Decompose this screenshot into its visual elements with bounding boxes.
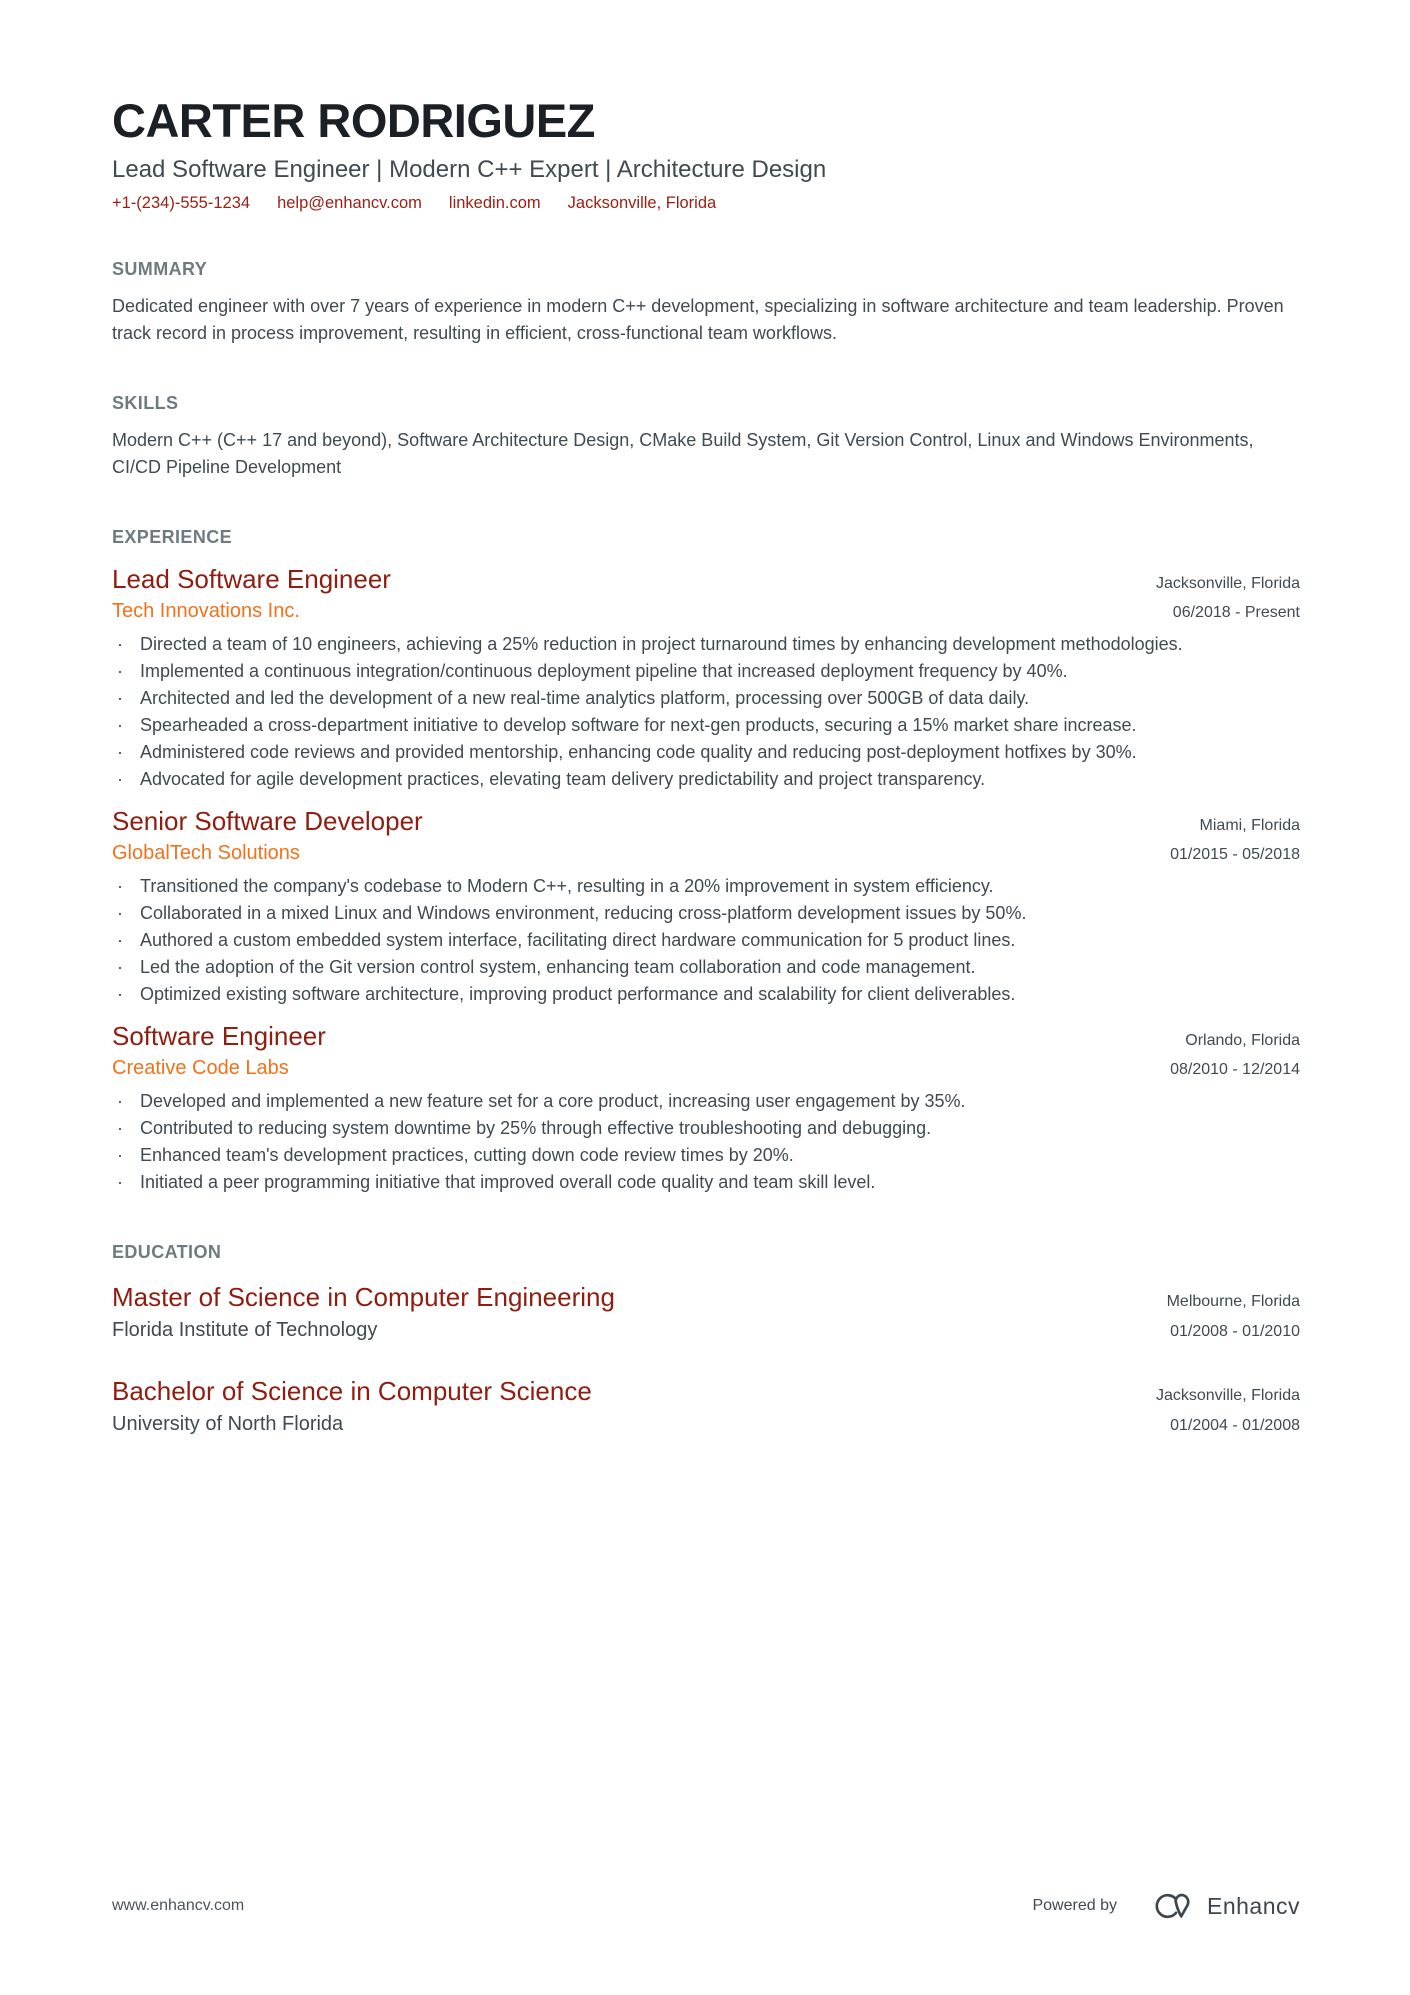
linkedin-link[interactable]: linkedin.com (448, 193, 541, 212)
bullet-item: · Administered code reviews and provided mentorship, enhancing code quality and reducing post-deployment hotfixes by 30%. (112, 739, 1300, 766)
degree-location: Jacksonville, Florida (1155, 1386, 1300, 1404)
degree-title: Master of Science in Computer Engineering (112, 1281, 615, 1312)
job-title: Senior Software Developer (112, 805, 423, 836)
experience-heading: EXPERIENCE (112, 526, 233, 547)
job-title: Lead Software Engineer (112, 563, 391, 594)
skills-heading: SKILLS (112, 392, 179, 413)
skills-text: Modern C++ (C++ 17 and beyond), Software Architecture Design, CMake Build System, Git Version Control, Linux and Windows Environments, CI/CD Pipeline Development (112, 429, 1254, 477)
bullet-item: · Collaborated in a mixed Linux and Windows environment, reducing cross-platform development issues by 50%. (112, 900, 1300, 927)
education-heading: EDUCATION (112, 1241, 222, 1262)
bullet-item: · Enhanced team's development practices, cutting down code review times by 20%. (112, 1142, 1300, 1169)
experience-section (112, 527, 1300, 1196)
bullet-item: · Contributed to reducing system downtime by 25% through effective troubleshooting and debugging. (112, 1115, 1300, 1142)
candidate-headline: Lead Software Engineer | Modern C++ Expert | Architecture Design (112, 155, 827, 183)
degree-location: Melbourne, Florida (1166, 1292, 1300, 1310)
bullet-item: · Transitioned the company's codebase to Modern C++, resulting in a 20% improvement in system efficiency. (112, 873, 1300, 900)
degree-dates: 01/2004 - 01/2008 (1170, 1416, 1300, 1434)
education-entry (112, 1281, 1300, 1343)
company-name: GlobalTech Solutions (112, 841, 300, 864)
resume-content (112, 0, 1300, 1437)
bullet-item: · Advocated for agile development practices, elevating team delivery predictability and project transparency. (112, 766, 1300, 793)
job-dates: 06/2018 - Present (1172, 603, 1300, 621)
enhancv-brand-link[interactable] (1147, 1891, 1300, 1921)
job-dates: 08/2010 - 12/2014 (1170, 1060, 1300, 1078)
education-entry (112, 1375, 1300, 1437)
summary-heading: SUMMARY (112, 258, 208, 279)
location-text: Jacksonville, Florida (567, 193, 717, 212)
enhancv-wordmark: Enhancv (1206, 1892, 1300, 1919)
bullet-item: · Developed and implemented a new feature set for a core product, increasing user engagement by 35%. (112, 1088, 1300, 1115)
job-bullet-list (112, 1088, 1300, 1196)
job-dates: 01/2015 - 05/2018 (1170, 845, 1300, 863)
powered-by-label: Powered by (1032, 1897, 1117, 1914)
bullet-item: · Authored a custom embedded system interface, facilitating direct hardware communication for 5 product lines. (112, 927, 1300, 954)
enhancv-infinity-logo-icon (1147, 1891, 1195, 1921)
job-bullet-list (112, 631, 1300, 793)
job-location: Orlando, Florida (1185, 1031, 1300, 1049)
summary-section (112, 259, 1300, 347)
company-name: Creative Code Labs (112, 1056, 289, 1079)
education-section (112, 1242, 1300, 1437)
school-name: Florida Institute of Technology (112, 1318, 378, 1341)
degree-dates: 01/2008 - 01/2010 (1170, 1322, 1300, 1340)
school-name: University of North Florida (112, 1412, 344, 1435)
skills-section (112, 393, 1300, 481)
page-footer (112, 1891, 1300, 1921)
summary-text: Dedicated engineer with over 7 years of experience in modern C++ development, specializing in software architecture and team leadership. Proven track record in process improvement, resulting in efficient, cross-functional team workflows. (112, 295, 1284, 343)
powered-by-group (1032, 1891, 1300, 1921)
bullet-item: · Optimized existing software architecture, improving product performance and scalability for client deliverables. (112, 981, 1300, 1008)
degree-title: Bachelor of Science in Computer Science (112, 1375, 592, 1406)
job-location: Miami, Florida (1199, 816, 1300, 834)
bullet-item: · Led the adoption of the Git version control system, enhancing team collaboration and code management. (112, 954, 1300, 981)
experience-entry (112, 805, 1300, 1008)
phone-number: +1-(234)-555-1234 (112, 193, 251, 212)
bullet-item: · Initiated a peer programming initiative that improved overall code quality and team skill level. (112, 1169, 1300, 1196)
bullet-item: · Implemented a continuous integration/continuous deployment pipeline that increased deployment frequency by 40%. (112, 658, 1300, 685)
candidate-name: CARTER RODRIGUEZ (112, 94, 595, 147)
job-title: Software Engineer (112, 1020, 326, 1051)
bullet-item: · Spearheaded a cross-department initiative to develop software for next-gen products, securing a 15% market share increase. (112, 712, 1300, 739)
bullet-item: · Architected and led the development of a new real-time analytics platform, processing over 500GB of data daily. (112, 685, 1300, 712)
job-bullet-list (112, 873, 1300, 1008)
bullet-item: · Directed a team of 10 engineers, achieving a 25% reduction in project turnaround times by enhancing development methodologies. (112, 631, 1300, 658)
email-link[interactable]: help@enhancv.com (277, 193, 422, 212)
experience-entry (112, 563, 1300, 793)
enhancv-website-link[interactable]: www.enhancv.com (112, 1897, 245, 1914)
company-name: Tech Innovations Inc. (112, 599, 300, 622)
experience-entry (112, 1020, 1300, 1196)
contact-row (112, 194, 1300, 213)
job-location: Jacksonville, Florida (1155, 574, 1300, 592)
